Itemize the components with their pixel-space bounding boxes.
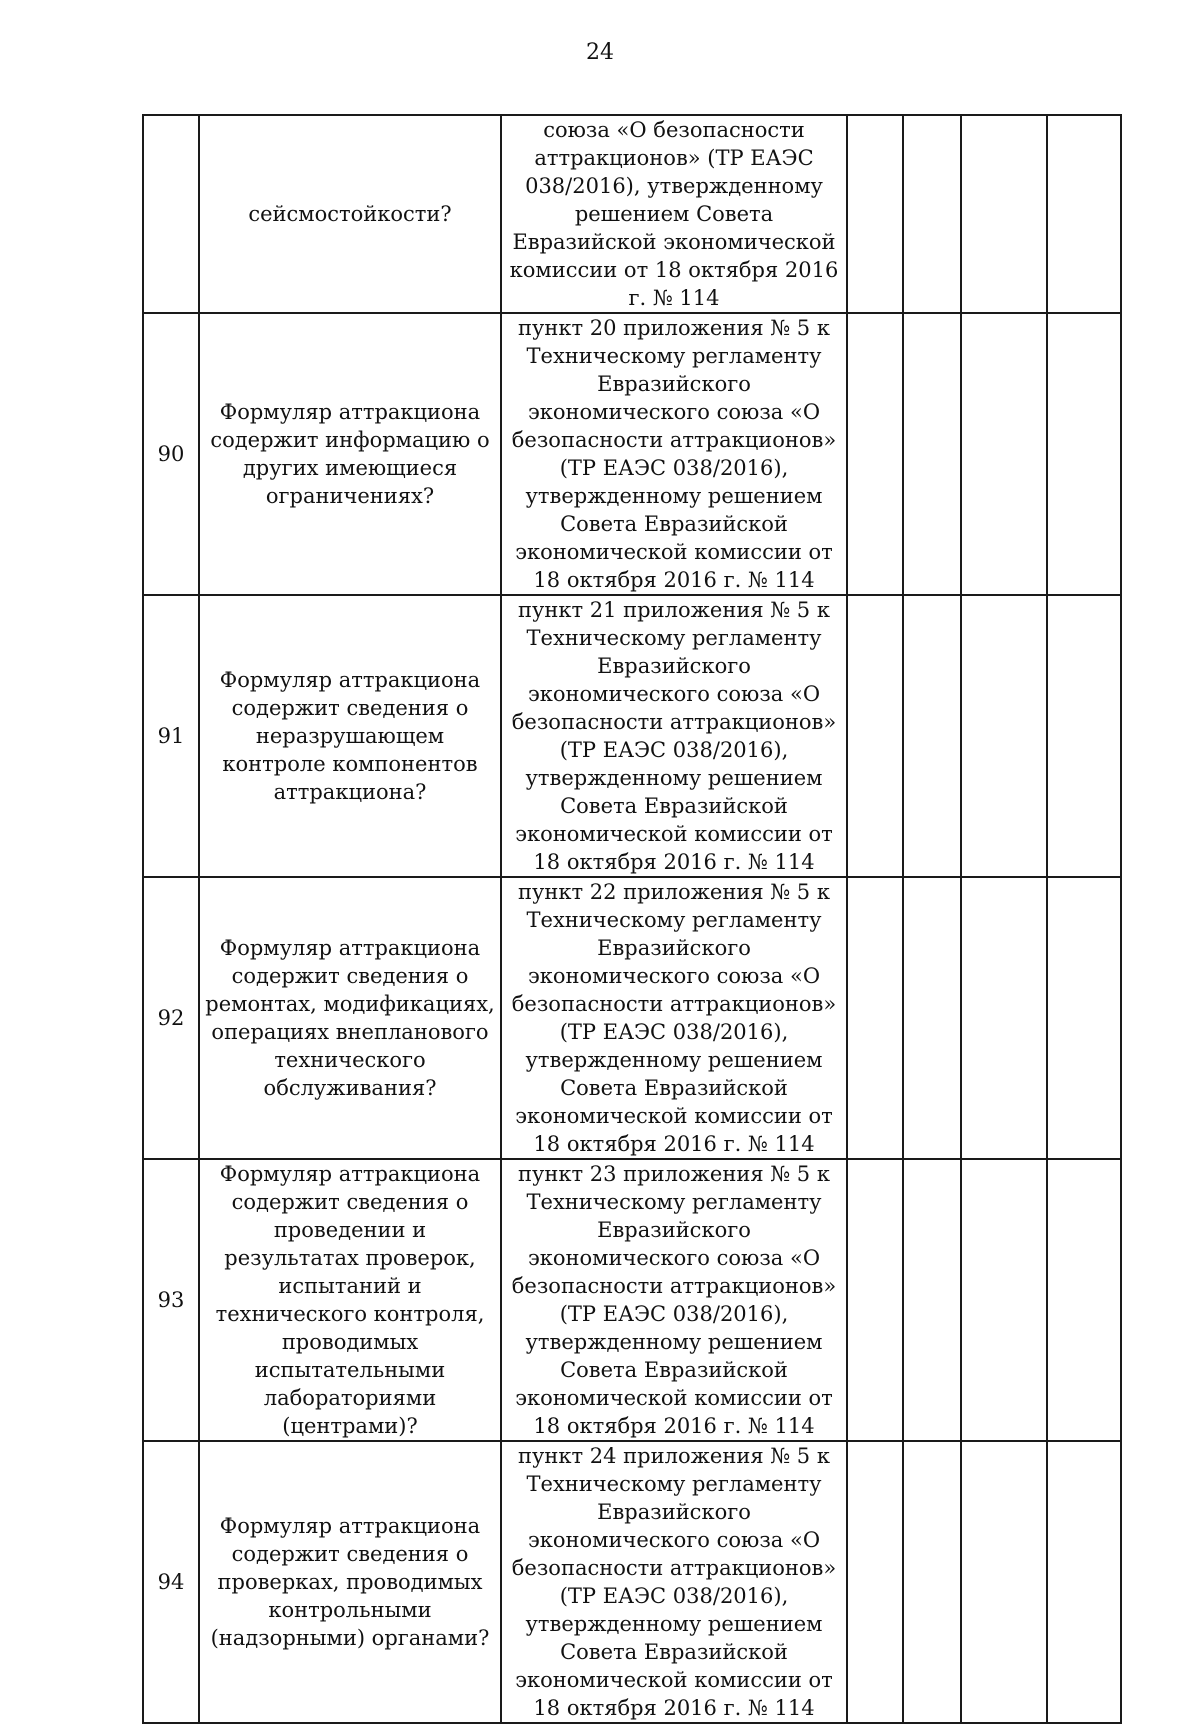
table-row	[143, 115, 1121, 313]
answer-cell	[903, 595, 961, 877]
answer-cell	[961, 1441, 1047, 1723]
requirement-question: Формуляр аттракциона содержит сведения о проведении и результатах проверок, испытаний и технического контроля, проводимых испытательными лабораториями (центрами)?	[199, 1159, 501, 1441]
table-row	[143, 877, 1121, 1159]
page-number: 24	[586, 40, 614, 65]
answer-cell	[847, 313, 903, 595]
answer-cell	[1047, 115, 1121, 313]
row-number: 94	[143, 1441, 199, 1723]
answer-cell	[847, 1441, 903, 1723]
requirement-question: Формуляр аттракциона содержит сведения о ремонтах, модификациях, операциях внепланового технического обслуживания?	[199, 877, 501, 1159]
answer-cell	[903, 115, 961, 313]
answer-cell	[1047, 877, 1121, 1159]
answer-cell	[903, 877, 961, 1159]
requirement-question: Формуляр аттракциона содержит сведения о проверках, проводимых контрольными (надзорными) органами?	[199, 1441, 501, 1723]
legal-reference: пункт 24 приложения № 5 к Техническому регламенту Евразийского экономического союза «О безопасности аттракционов» (ТР ЕАЭС 038/2016), утвержденному решением Совета Евразийской экономической комиссии от 18 октября 2016 г. № 114	[501, 1441, 847, 1723]
answer-cell	[961, 313, 1047, 595]
answer-cell	[1047, 1441, 1121, 1723]
answer-cell	[961, 877, 1047, 1159]
legal-reference: пункт 23 приложения № 5 к Техническому регламенту Евразийского экономического союза «О безопасности аттракционов» (ТР ЕАЭС 038/2016), утвержденному решением Совета Евразийской экономической комиссии от 18 октября 2016 г. № 114	[501, 1159, 847, 1441]
row-number	[143, 115, 199, 313]
row-number: 90	[143, 313, 199, 595]
answer-cell	[903, 1159, 961, 1441]
legal-reference: пункт 22 приложения № 5 к Техническому регламенту Евразийского экономического союза «О безопасности аттракционов» (ТР ЕАЭС 038/2016), утвержденному решением Совета Евразийской экономической комиссии от 18 октября 2016 г. № 114	[501, 877, 847, 1159]
legal-reference: союза «О безопасности аттракционов» (ТР ЕАЭС 038/2016), утвержденному решением Совета Евразийской экономической комиссии от 18 октября 2016 г. № 114	[501, 115, 847, 313]
answer-cell	[847, 1159, 903, 1441]
table-row	[143, 595, 1121, 877]
legal-reference: пункт 20 приложения № 5 к Техническому регламенту Евразийского экономического союза «О безопасности аттракционов» (ТР ЕАЭС 038/2016), утвержденному решением Совета Евразийской экономической комиссии от 18 октября 2016 г. № 114	[501, 313, 847, 595]
answer-cell	[847, 595, 903, 877]
answer-cell	[961, 115, 1047, 313]
answer-cell	[847, 877, 903, 1159]
table-row	[143, 1441, 1121, 1723]
row-number: 92	[143, 877, 199, 1159]
answer-cell	[961, 1159, 1047, 1441]
answer-cell	[1047, 313, 1121, 595]
answer-cell	[1047, 595, 1121, 877]
row-number: 91	[143, 595, 199, 877]
answer-cell	[847, 115, 903, 313]
answer-cell	[903, 1441, 961, 1723]
answer-cell	[961, 595, 1047, 877]
checklist-table	[142, 114, 1122, 1724]
row-number: 93	[143, 1159, 199, 1441]
table-row	[143, 313, 1121, 595]
table-row	[143, 1159, 1121, 1441]
legal-reference: пункт 21 приложения № 5 к Техническому регламенту Евразийского экономического союза «О безопасности аттракционов» (ТР ЕАЭС 038/2016), утвержденному решением Совета Евразийской экономической комиссии от 18 октября 2016 г. № 114	[501, 595, 847, 877]
requirement-question: Формуляр аттракциона содержит сведения о неразрушающем контроле компонентов аттракциона?	[199, 595, 501, 877]
answer-cell	[903, 313, 961, 595]
answer-cell	[1047, 1159, 1121, 1441]
requirement-question: сейсмостойкости?	[199, 115, 501, 313]
requirement-question: Формуляр аттракциона содержит информацию о других имеющиеся ограничениях?	[199, 313, 501, 595]
